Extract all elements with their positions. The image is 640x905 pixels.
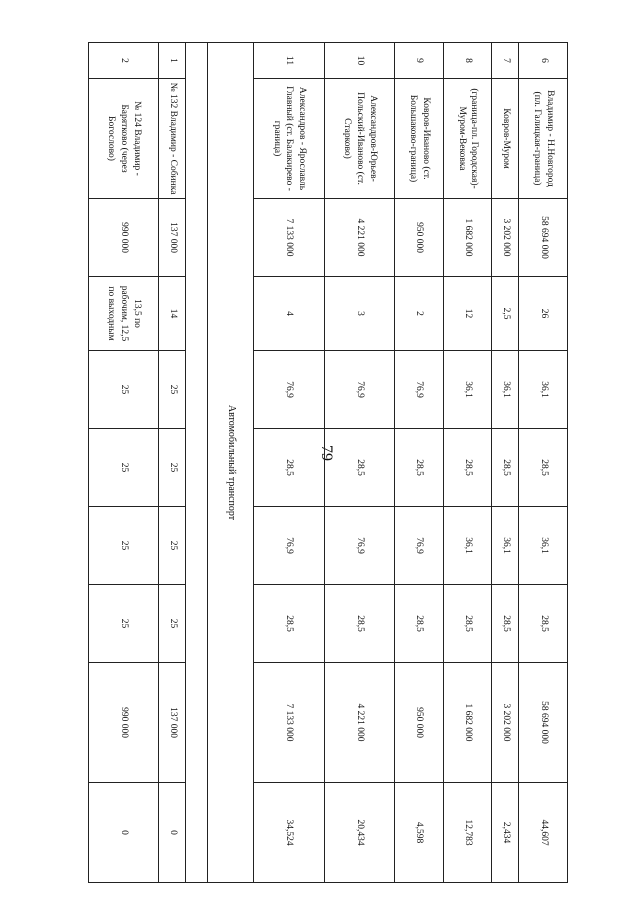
cell-total: 950 000 <box>395 663 444 783</box>
cell-c3: 36,1 <box>443 507 492 585</box>
table-row <box>443 43 492 883</box>
cell-num: 6 <box>519 43 568 79</box>
cell-passengers: 1 682 000 <box>443 199 492 277</box>
cell-route: Ковров-Иваново (ст. Большаково-граница) <box>395 79 444 199</box>
cell-total: 137 000 <box>159 663 186 783</box>
auto-rows <box>89 43 186 883</box>
tariff-table <box>88 42 568 883</box>
section-title: Автомобильный транспорт <box>208 43 254 883</box>
cell-c2: 25 <box>159 429 186 507</box>
cell-trips: 12 <box>443 277 492 351</box>
auto-section <box>186 43 254 883</box>
cell-c2: 28,5 <box>519 429 568 507</box>
cell-num: 9 <box>395 43 444 79</box>
cell-num: 1 <box>159 43 186 79</box>
cell-total: 1 682 000 <box>443 663 492 783</box>
cell-share: 0 <box>159 783 186 883</box>
cell-passengers: 7 133 000 <box>254 199 324 277</box>
table-row <box>492 43 519 883</box>
cell-passengers: 137 000 <box>159 199 186 277</box>
cell-share: 44,607 <box>519 783 568 883</box>
cell-c4: 28,5 <box>519 585 568 663</box>
cell-share: 2,434 <box>492 783 519 883</box>
cell-route: № 124 Владимир - Барятково (через Богослово) <box>89 79 159 199</box>
cell-c3: 25 <box>159 507 186 585</box>
cell-c3: 25 <box>89 507 159 585</box>
cell-total: 3 202 000 <box>492 663 519 783</box>
cell-c4: 28,5 <box>254 585 324 663</box>
cell-passengers: 950 000 <box>395 199 444 277</box>
cell-trips: 14 <box>159 277 186 351</box>
cell-c1: 25 <box>159 351 186 429</box>
cell-route: (граница-пл. Городская)-Муром-Вековка <box>443 79 492 199</box>
table-row <box>395 43 444 883</box>
table-row <box>519 43 568 883</box>
gap-row <box>186 43 208 883</box>
table-row <box>159 43 186 883</box>
cell-total: 4 221 000 <box>324 663 394 783</box>
cell-route: Александров-Юрьев-Польский-Иваново (ст. Старково) <box>324 79 394 199</box>
cell-c4: 28,5 <box>443 585 492 663</box>
cell-num: 11 <box>254 43 324 79</box>
cell-trips: 26 <box>519 277 568 351</box>
cell-c3: 76,9 <box>324 507 394 585</box>
cell-c1: 76,9 <box>395 351 444 429</box>
cell-num: 10 <box>324 43 394 79</box>
cell-trips: 2,5 <box>492 277 519 351</box>
cell-route: Владимир - Н.Новгород (пл. Галицкая-граница) <box>519 79 568 199</box>
cell-c4: 28,5 <box>324 585 394 663</box>
cell-passengers: 3 202 000 <box>492 199 519 277</box>
section-row <box>208 43 254 883</box>
cell-c1: 76,9 <box>324 351 394 429</box>
cell-route: № 132 Владимир - Собинка <box>159 79 186 199</box>
table-row <box>324 43 394 883</box>
cell-c4: 25 <box>159 585 186 663</box>
cell-c1: 36,1 <box>519 351 568 429</box>
cell-passengers: 990 000 <box>89 199 159 277</box>
table-row <box>254 43 324 883</box>
cell-c2: 28,5 <box>254 429 324 507</box>
cell-total: 990 000 <box>89 663 159 783</box>
cell-route: Александров - Ярославль Главный (ст. Балакирево - граница) <box>254 79 324 199</box>
cell-c4: 28,5 <box>492 585 519 663</box>
cell-c3: 36,1 <box>492 507 519 585</box>
cell-trips: 2 <box>395 277 444 351</box>
cell-share: 0 <box>89 783 159 883</box>
cell-trips: 3 <box>324 277 394 351</box>
cell-total: 58 694 000 <box>519 663 568 783</box>
cell-c3: 76,9 <box>254 507 324 585</box>
cell-c2: 28,5 <box>443 429 492 507</box>
tariff-table-rotated <box>88 42 568 862</box>
cell-num: 8 <box>443 43 492 79</box>
cell-num: 2 <box>89 43 159 79</box>
cell-c2: 28,5 <box>395 429 444 507</box>
cell-c1: 25 <box>89 351 159 429</box>
table-row <box>89 43 159 883</box>
cell-passengers: 58 694 000 <box>519 199 568 277</box>
cell-trips: 13,5 по рабочим, 12,5 по выходным <box>89 277 159 351</box>
cell-num: 7 <box>492 43 519 79</box>
cell-c2: 28,5 <box>324 429 394 507</box>
cell-passengers: 4 221 000 <box>324 199 394 277</box>
cell-share: 12,783 <box>443 783 492 883</box>
cell-route: Ковров-Муром <box>492 79 519 199</box>
cell-share: 20,434 <box>324 783 394 883</box>
rail-rows <box>254 43 568 883</box>
gap-cell <box>186 43 208 883</box>
cell-c3: 36,1 <box>519 507 568 585</box>
cell-total: 7 133 000 <box>254 663 324 783</box>
cell-c4: 25 <box>89 585 159 663</box>
cell-c1: 36,1 <box>443 351 492 429</box>
cell-share: 4,598 <box>395 783 444 883</box>
cell-c3: 76,9 <box>395 507 444 585</box>
cell-c2: 28,5 <box>492 429 519 507</box>
page-number: 79 <box>318 445 335 461</box>
cell-c1: 36,1 <box>492 351 519 429</box>
cell-share: 34,524 <box>254 783 324 883</box>
cell-c4: 28,5 <box>395 585 444 663</box>
cell-c1: 76,9 <box>254 351 324 429</box>
cell-trips: 4 <box>254 277 324 351</box>
cell-c2: 25 <box>89 429 159 507</box>
